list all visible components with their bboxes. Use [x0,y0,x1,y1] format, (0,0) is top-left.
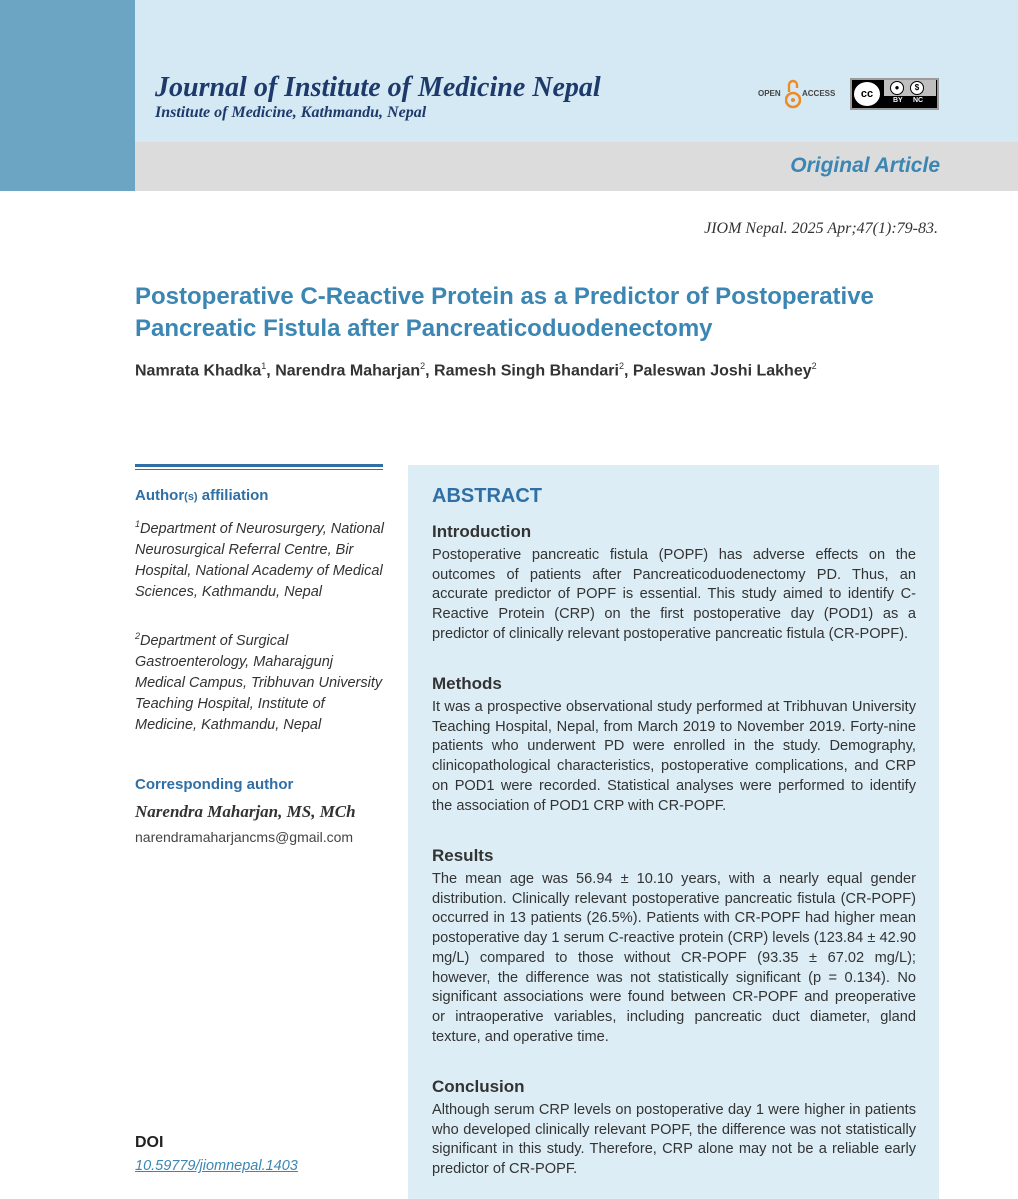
methods-text: It was a prospective observational study performed at Tribhuvan University Teaching Hospital, Nepal, from March 2019 to November 2019. Forty-nine patients who underwent PD were enrolled in the study. Demography, clinicopathological characteristics, postoperative complications, and CRP on POD1 were recorded. Statistical analyses were performed to identify the association of POD1 CRP with CR-POPF. [432,699,916,814]
doi-heading: DOI [135,1134,164,1151]
license-by-label: BY [893,97,903,104]
creative-commons-icon: cc [854,82,880,106]
attribution-person-icon: ● [890,81,904,95]
open-access-open-text: OPEN [758,89,781,98]
author-name: Paleswan Joshi Lakhey [632,362,812,380]
affiliation-heading: Author(s) affiliation [135,487,269,504]
author-affiliation-number: 2 [420,361,426,371]
header-side-stripe [0,0,135,191]
corresponding-author-heading: Corresponding author [135,776,294,793]
paper-title: Postoperative C-Reactive Protein as a Predictor of Postoperative Pancreatic Fistula after Pancreaticoduodenectomy [135,283,874,342]
results-text: The mean age was 56.94 ± 10.10 years, with a nearly equal gender distribution. Clinically relevant postoperative pancreatic fistula (CR-POPF) occurred in 13 patients (26.5%). Patients with CR-POPF had higher mean postoperative day 1 serum C-reactive protein (CRP) levels (123.84 ± 42.90 mg/L) compared to those without CR-POPF (93.35 ± 67.02 mg/L); however, the difference was not statistically significant (p = 0.134). No significant associations were found between CR-POPF and preoperative or intraoperative variables, including pancreatic duct diameter, gland texture, and operative time. [432,871,916,1045]
sidebar-rule-thin [135,469,383,470]
noncommercial-icon: $ [910,81,924,95]
license-nc-label: NC [913,97,924,104]
affiliation-2: $^2$Department of Surgical Gastroenterology, Maharajgunj Medical Campus, Tribhuvan University Teaching Hospital, Institute of Medicine, Kathmandu, Nepal [135,631,383,733]
introduction-text: Postoperative pancreatic fistula (POPF) has adverse effects on the outcomes of patients after Pancreaticoduodenectomy PD. Thus, an accurate predictor of POPF is essential. This study aimed to identify C-Reactive Protein (CRP) on the first postoperative day (POD1) as a predictor of clinically relevant postoperative pancreatic fistula (CR-POPF). [432,547,916,642]
doi-link[interactable]: 10.59779/jiomnepal.1403 [135,1158,298,1174]
corresponding-author-email[interactable]: narendramaharjancms@gmail.com [135,829,354,845]
author-list: Namrata Khadka$^1$, Narendra Maharjan$^2$, Ramesh Singh Bhandari$^2$, Paleswan Joshi Lakhey$^2$ [135,361,817,380]
author-affiliation-number: 1 [261,361,267,371]
corresponding-author-name: Narendra Maharjan, MS, MCh [135,802,356,821]
journal-title: Journal of Institute of Medicine Nepal [155,72,601,103]
author-affiliation-number: 2 [811,361,817,371]
citation: JIOM Nepal. 2025 Apr;47(1):79-83. [704,220,938,237]
conclusion-heading: Conclusion [432,1077,525,1096]
article-type: Original Article [790,154,940,177]
open-access-access-text: ACCESS [802,89,836,98]
open-lock-icon [785,78,801,110]
affiliation-1: $^1$Department of Neurosurgery, National Neurosurgical Referral Centre, Bir Hospital, National Academy of Medical Sciences, Kathmandu, Nepal [135,519,384,600]
sidebar-rule [135,464,383,467]
author-name: Narendra Maharjan [275,362,421,380]
conclusion-text: Although serum CRP levels on postoperative day 1 were higher in patients who developed clinically relevant POPF, the difference was not statistically significant in this study. Therefore, CRP alone may not be a reliable early predictor of CR-POPF. [432,1102,916,1178]
methods-heading: Methods [432,674,502,693]
open-access-logo [758,78,840,112]
author-name: Namrata Khadka [135,362,262,380]
author-affiliation-number: 2 [618,361,624,371]
author-name: Ramesh Singh Bhandari [434,362,619,380]
abstract-heading: ABSTRACT [432,485,542,507]
cc-by-nc-license-badge [850,78,939,110]
introduction-heading: Introduction [432,522,532,541]
journal-subtitle: Institute of Medicine, Kathmandu, Nepal [155,104,427,121]
results-heading: Results [432,846,494,865]
